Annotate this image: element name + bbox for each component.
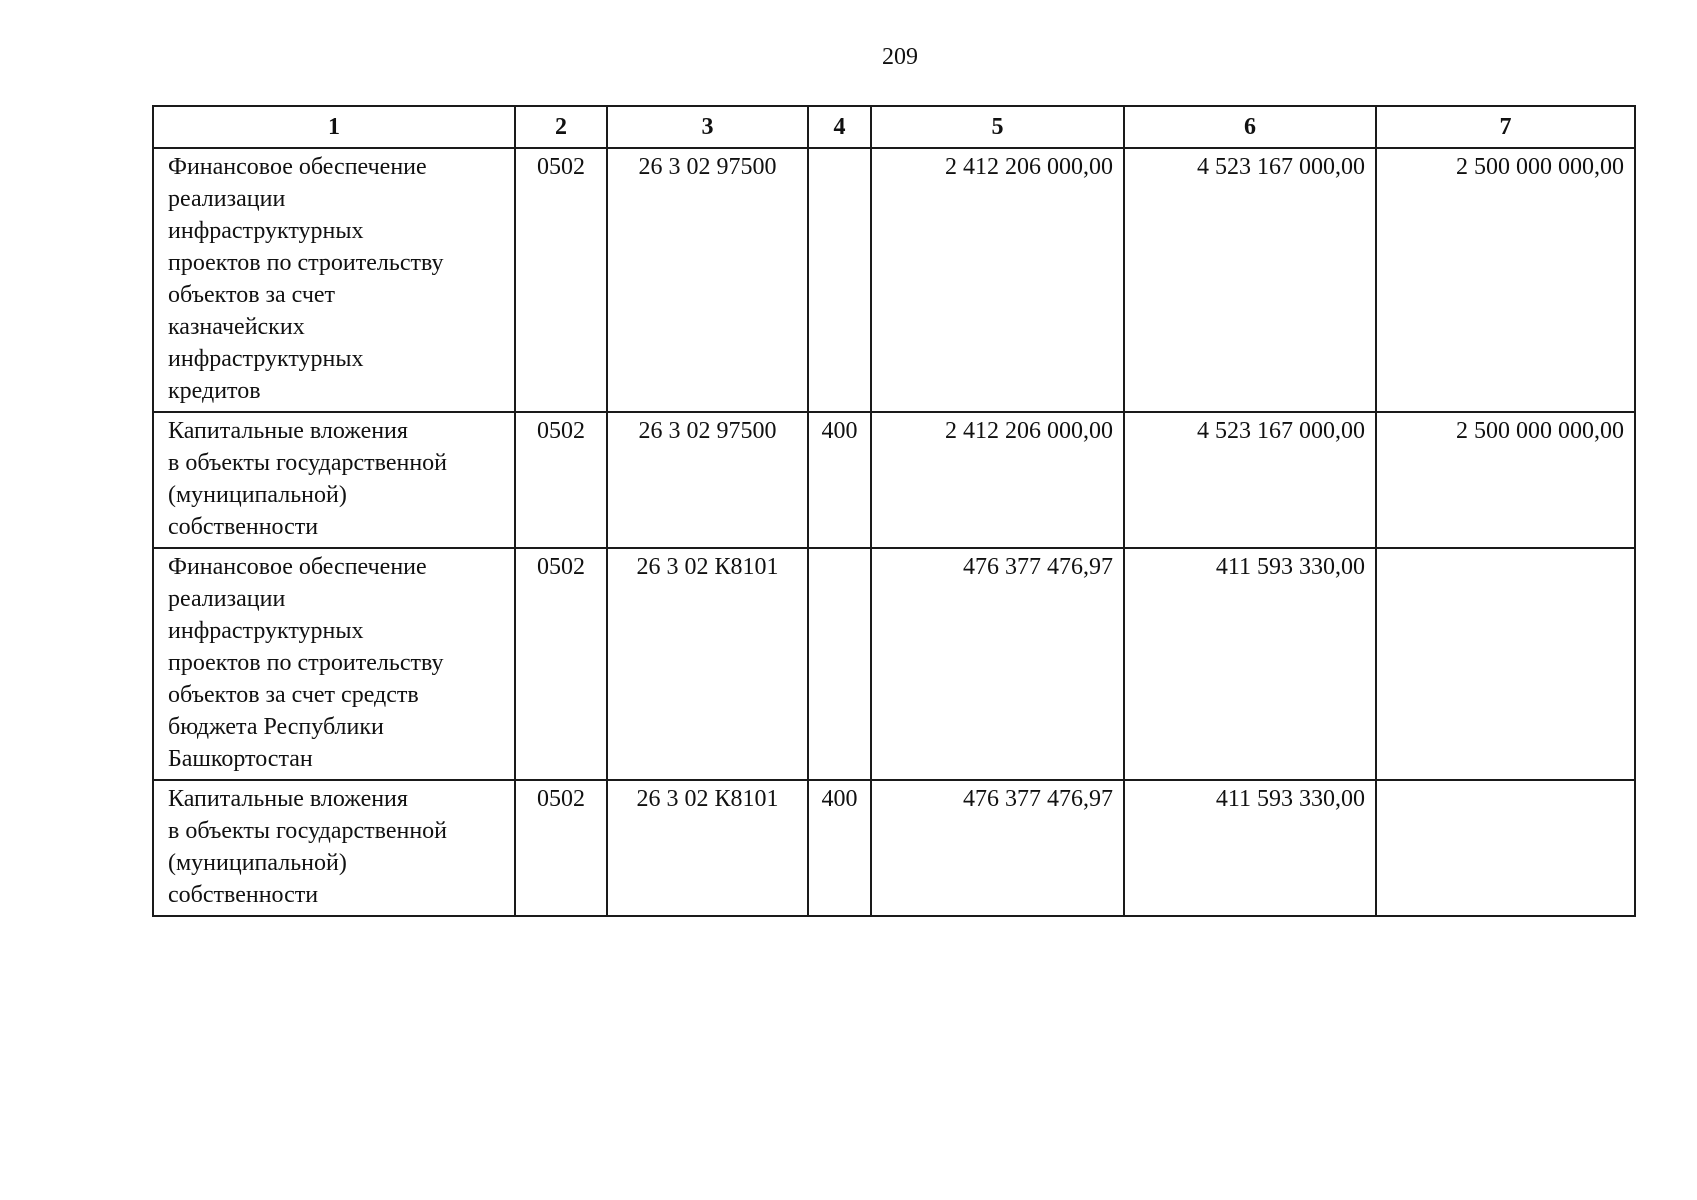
row-name-text: Финансовое обеспечение реализации инфраструктурных проектов по строительству объектов за счет казначейских инфраструктурных кредитов: [168, 154, 444, 404]
row-type-code: 400: [808, 780, 871, 916]
row-sum-col6: 4 523 167 000,00: [1124, 148, 1376, 412]
row-section: 0502: [515, 412, 607, 548]
table-header-row: [153, 106, 1635, 148]
header-col-5: 5: [871, 106, 1124, 148]
row-section: 0502: [515, 548, 607, 780]
row-sum-col7: [1376, 780, 1635, 916]
row-sum-col5: 2 412 206 000,00: [871, 148, 1124, 412]
row-target-code: 26 3 02 К8101: [607, 780, 808, 916]
row-type-code: 400: [808, 412, 871, 548]
table-row: [153, 548, 1635, 780]
row-sum-col5: 2 412 206 000,00: [871, 412, 1124, 548]
row-section: 0502: [515, 148, 607, 412]
header-col-4: 4: [808, 106, 871, 148]
row-target-code: 26 3 02 97500: [607, 148, 808, 412]
row-sum-col5: 476 377 476,97: [871, 780, 1124, 916]
row-sum-col7: 2 500 000 000,00: [1376, 412, 1635, 548]
header-col-1: 1: [153, 106, 515, 148]
table-row: [153, 148, 1635, 412]
row-sum-col7: 2 500 000 000,00: [1376, 148, 1635, 412]
table-row: [153, 412, 1635, 548]
row-sum-col5: 476 377 476,97: [871, 548, 1124, 780]
row-name: [153, 548, 515, 780]
row-sum-col6: 4 523 167 000,00: [1124, 412, 1376, 548]
header-col-6: 6: [1124, 106, 1376, 148]
row-type-code: [808, 148, 871, 412]
row-target-code: 26 3 02 97500: [607, 412, 808, 548]
budget-table: [152, 105, 1636, 917]
row-target-code: 26 3 02 К8101: [607, 548, 808, 780]
row-name: [153, 412, 515, 548]
row-type-code: [808, 548, 871, 780]
row-name-text: Финансовое обеспечение реализации инфраструктурных проектов по строительству объектов за счет средств бюджета Республики Башкортостан: [168, 554, 444, 772]
row-sum-col6: 411 593 330,00: [1124, 548, 1376, 780]
row-section: 0502: [515, 780, 607, 916]
header-col-7: 7: [1376, 106, 1635, 148]
row-sum-col7: [1376, 548, 1635, 780]
row-sum-col6: 411 593 330,00: [1124, 780, 1376, 916]
header-col-2: 2: [515, 106, 607, 148]
table-row: [153, 780, 1635, 916]
row-name-text: Капитальные вложения в объекты государственной (муниципальной) собственности: [168, 418, 448, 540]
row-name: [153, 148, 515, 412]
row-name-text: Капитальные вложения в объекты государственной (муниципальной) собственности: [168, 786, 448, 908]
page-number: 209: [882, 44, 918, 70]
header-col-3: 3: [607, 106, 808, 148]
row-name: [153, 780, 515, 916]
